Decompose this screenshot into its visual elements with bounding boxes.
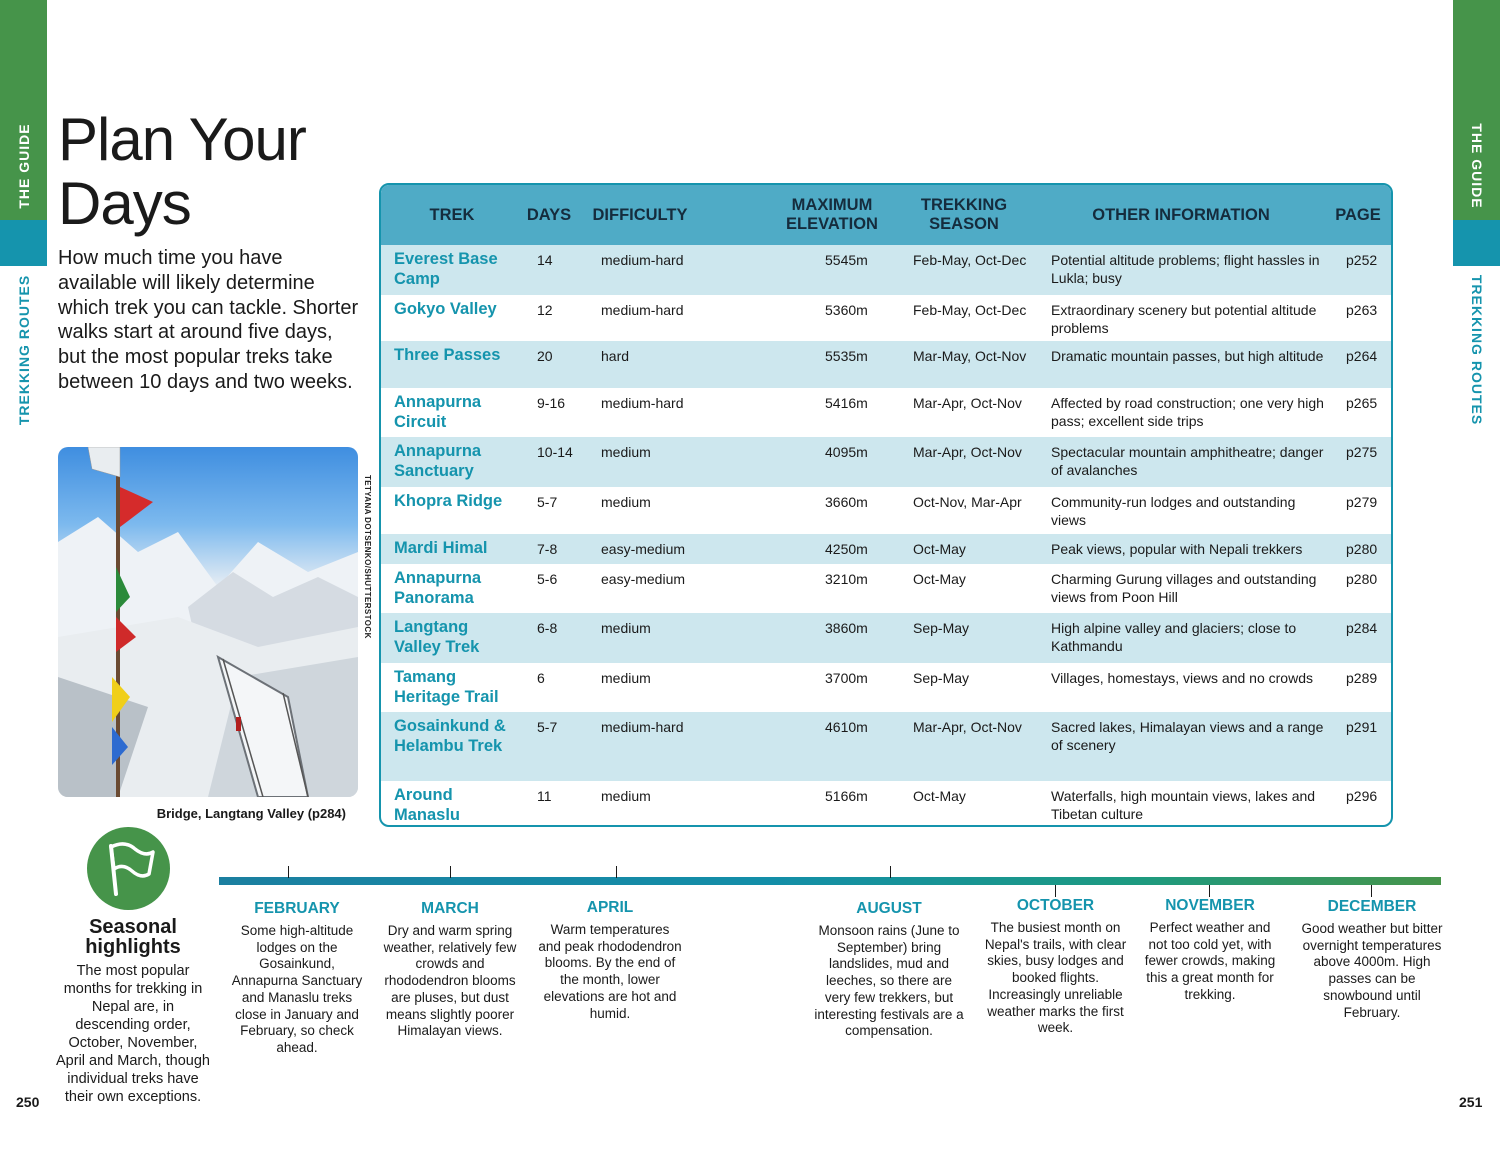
- table-row: [381, 295, 1391, 341]
- page-number-left: 250: [16, 1094, 40, 1110]
- trek-days: 12: [537, 302, 553, 318]
- trek-season: Mar-Apr, Oct-Nov: [913, 395, 1022, 411]
- table-row: [381, 781, 1391, 827]
- trek-difficulty: medium-hard: [601, 252, 684, 268]
- header-page: PAGE: [1335, 205, 1381, 224]
- trek-season: Feb-May, Oct-Dec: [913, 302, 1027, 318]
- trek-name: Gokyo Valley: [394, 300, 497, 318]
- trek-elevation: 4610m: [825, 719, 868, 735]
- left-side-tab: [0, 0, 47, 1154]
- header-season-line-1: TREKKING: [920, 196, 1008, 214]
- month-november: [1140, 897, 1280, 1004]
- month-name: NOVEMBER: [1165, 897, 1255, 914]
- trek-info: Sacred lakes, Himalayan views and a range of scenery: [1051, 719, 1324, 753]
- trek-name: Langtang Valley Trek: [394, 618, 480, 656]
- table-row: [381, 245, 1391, 295]
- header-season-line-2: SEASON: [929, 215, 999, 233]
- trek-info: High alpine valley and glaciers; close to Kathmandu: [1051, 620, 1297, 654]
- trek-elevation: 5535m: [825, 348, 868, 364]
- month-text: Some high-altitude lodges on the Gosainkund, Annapurna Sanctuary and Manaslu treks close in January and February, so check ahead.: [231, 923, 363, 1055]
- table-row: [381, 341, 1391, 388]
- month-february: [226, 900, 368, 1057]
- table-row: [381, 564, 1391, 613]
- langtang-bridge-photo: [58, 447, 358, 797]
- trek-page: p284: [1346, 620, 1378, 636]
- trek-elevation: 4095m: [825, 444, 868, 460]
- trek-difficulty: medium-hard: [601, 719, 684, 735]
- tick-april: [616, 866, 617, 878]
- table-header: [381, 185, 1391, 245]
- header-elevation: [779, 185, 885, 245]
- right-side-tab: [1453, 0, 1500, 1154]
- trek-page: p279: [1346, 494, 1378, 510]
- trek-season: Mar-Apr, Oct-Nov: [913, 444, 1022, 460]
- trek-page: p280: [1346, 571, 1378, 587]
- trek-days: 14: [537, 252, 553, 268]
- month-name: AUGUST: [856, 900, 922, 917]
- month-text: Warm temperatures and peak rhododendron blooms. By the end of the month, lower elevations are hot and humid.: [538, 922, 682, 1021]
- trek-info: Dramatic mountain passes, but high altitude: [1051, 348, 1324, 364]
- trek-page: p291: [1346, 719, 1378, 735]
- tick-february: [288, 866, 289, 878]
- section-label: TREKKING ROUTES: [15, 274, 32, 426]
- trek-page: p265: [1346, 395, 1378, 411]
- page-number-right: 251: [1459, 1094, 1483, 1110]
- header-trek: TREK: [429, 205, 475, 224]
- trek-difficulty: medium: [601, 788, 651, 804]
- month-text: Perfect weather and not too cold yet, with fewer crowds, making this a great month for trekking.: [1144, 920, 1276, 1002]
- trek-season: Oct-May: [913, 571, 966, 587]
- trek-page: p263: [1346, 302, 1378, 318]
- trek-season: Mar-Apr, Oct-Nov: [913, 719, 1022, 735]
- table-row: [381, 613, 1391, 663]
- trek-info: Peak views, popular with Nepali trekkers: [1051, 541, 1303, 557]
- trek-season: Sep-May: [913, 670, 970, 686]
- trek-difficulty: medium: [601, 670, 651, 686]
- trek-name: Gosainkund & Helambu Trek: [394, 717, 506, 755]
- table-row: [381, 388, 1391, 437]
- trek-info: Charming Gurung villages and outstanding views from Poon Hill: [1051, 571, 1317, 605]
- trek-season: Sep-May: [913, 620, 970, 636]
- trek-days: 10-14: [537, 444, 573, 460]
- month-october: [983, 897, 1128, 1037]
- trek-elevation: 5360m: [825, 302, 868, 318]
- trek-season: Oct-May: [913, 541, 966, 557]
- month-december: [1298, 898, 1446, 1021]
- trek-days: 20: [537, 348, 553, 364]
- table-row: [381, 663, 1391, 712]
- trek-difficulty: medium: [601, 444, 651, 460]
- month-name: DECEMBER: [1327, 898, 1417, 915]
- seasonal-title-line-2: highlights: [85, 936, 181, 958]
- trek-season: Mar-May, Oct-Nov: [913, 348, 1027, 364]
- trek-page: p280: [1346, 541, 1378, 557]
- trek-info: Waterfalls, high mountain views, lakes and Tibetan culture: [1051, 788, 1316, 822]
- trek-elevation: 3660m: [825, 494, 868, 510]
- trek-elevation: 4250m: [825, 541, 868, 557]
- table-row: [381, 487, 1391, 534]
- section-tab-marker: [0, 220, 47, 266]
- trek-days: 6-8: [537, 620, 558, 636]
- trek-page: p252: [1346, 252, 1378, 268]
- trek-info: Potential altitude problems; flight hassles in Lukla; busy: [1051, 252, 1320, 286]
- trek-season: Feb-May, Oct-Dec: [913, 252, 1027, 268]
- trek-name: Tamang Heritage Trail: [394, 668, 499, 706]
- month-name: OCTOBER: [1016, 897, 1095, 914]
- header-elevation-line-1: MAXIMUM: [791, 196, 873, 214]
- trek-info: Community-run lodges and outstanding views: [1051, 494, 1296, 528]
- trek-info: Villages, homestays, views and no crowds: [1051, 670, 1313, 686]
- title-line-1: Plan Your: [58, 106, 306, 173]
- trek-name: Khopra Ridge: [394, 492, 503, 510]
- trek-difficulty: easy-medium: [601, 571, 686, 587]
- month-name: APRIL: [586, 899, 634, 916]
- guide-label: THE GUIDE: [15, 123, 32, 209]
- trek-days: 9-16: [537, 395, 566, 411]
- tick-november: [1209, 885, 1210, 897]
- trek-page: p275: [1346, 444, 1378, 460]
- trek-name: Annapurna Circuit: [394, 393, 482, 431]
- trek-elevation: 3860m: [825, 620, 868, 636]
- trek-elevation: 5545m: [825, 252, 868, 268]
- trek-name: Everest Base Camp: [394, 250, 498, 288]
- page-title: [58, 108, 306, 236]
- trek-name: Annapurna Sanctuary: [394, 442, 482, 480]
- month-text: Good weather but bitter overnight temperatures above 4000m. High passes can be snowbound until February.: [1301, 921, 1443, 1020]
- seasonal-text: The most popular months for trekking in Nepal are, in descending order, October, November, April and March, though individual treks have their own exceptions.: [56, 963, 210, 1105]
- trek-info: Affected by road construction; one very high pass; excellent side trips: [1051, 395, 1324, 429]
- seasonal-title: [58, 917, 208, 957]
- trek-days: 11: [537, 788, 552, 804]
- photo-credit: TETYANA DOTSENKO/SHUTTERSTOCK: [363, 475, 372, 639]
- trek-difficulty: medium: [601, 620, 651, 636]
- month-name: MARCH: [421, 900, 479, 917]
- table-row: [381, 534, 1391, 564]
- intro-text: How much time you have available will likely determine which trek you can tackle. Shorter walks start at around five days, but the most popular treks take between 10 days and two weeks.: [58, 247, 359, 393]
- trek-name: Around Manaslu: [394, 786, 461, 824]
- header-elevation-line-2: ELEVATION: [786, 215, 878, 233]
- trek-info: Spectacular mountain amphitheatre; danger of avalanches: [1051, 444, 1324, 478]
- trek-page: p296: [1346, 788, 1378, 804]
- tick-march: [450, 866, 451, 878]
- trek-info: Extraordinary scenery but potential altitude problems: [1051, 302, 1317, 336]
- trek-season: Oct-Nov, Mar-Apr: [913, 494, 1022, 510]
- trek-difficulty: hard: [601, 348, 630, 364]
- trek-difficulty: medium: [601, 494, 651, 510]
- header-info: OTHER INFORMATION: [1092, 205, 1270, 224]
- photo-caption: Bridge, Langtang Valley (p284): [156, 806, 346, 821]
- month-march: [382, 900, 518, 1040]
- tick-december: [1371, 885, 1372, 897]
- trek-season: Oct-May: [913, 788, 966, 804]
- trek-days: 5-7: [537, 719, 558, 735]
- trek-elevation: 3700m: [825, 670, 868, 686]
- guide-label: THE GUIDE: [1468, 123, 1485, 209]
- flag-icon: [87, 827, 170, 910]
- trek-days: 5-7: [537, 494, 558, 510]
- trek-table: [379, 183, 1393, 827]
- guide-tab: [1453, 0, 1500, 220]
- trek-elevation: 3210m: [825, 571, 868, 587]
- section-label: TREKKING ROUTES: [1468, 274, 1485, 426]
- tick-august: [890, 866, 891, 878]
- timeline-bar: [219, 877, 1441, 885]
- title-line-2: Days: [58, 170, 191, 237]
- trek-page: p264: [1346, 348, 1378, 364]
- guide-tab: [0, 0, 47, 220]
- seasonal-title-line-1: Seasonal: [89, 916, 177, 938]
- photo-illustration: [58, 447, 358, 797]
- trek-elevation: 5416m: [825, 395, 868, 411]
- trek-page: p289: [1346, 670, 1378, 686]
- table-row: [381, 437, 1391, 487]
- trek-difficulty: easy-medium: [601, 541, 686, 557]
- trek-name: Three Passes: [394, 346, 501, 364]
- section-tab-marker: [1453, 220, 1500, 266]
- header-season: [905, 185, 1023, 245]
- month-name: FEBRUARY: [254, 900, 340, 917]
- month-text: Monsoon rains (June to September) bring landslides, mud and leeches, so there are very few trekkers, but interesting festivals are a compensation.: [814, 923, 964, 1039]
- trek-name: Mardi Himal: [394, 539, 488, 557]
- header-days: DAYS: [526, 205, 572, 224]
- tick-october: [1055, 885, 1056, 897]
- trek-days: 6: [537, 670, 545, 686]
- trek-difficulty: medium-hard: [601, 302, 684, 318]
- trek-days: 5-6: [537, 571, 558, 587]
- month-april: [538, 899, 682, 1022]
- trek-elevation: 5166m: [825, 788, 868, 804]
- trek-days: 7-8: [537, 541, 558, 557]
- header-difficulty: DIFFICULTY: [592, 205, 688, 224]
- month-text: Dry and warm spring weather, relatively few crowds and rhododendron blooms are pluses, but dust means slightly poorer Himalayan views.: [383, 923, 517, 1039]
- month-text: The busiest month on Nepal's trails, with clear skies, busy lodges and booked flights. Increasingly unreliable weather marks the first week.: [984, 920, 1127, 1036]
- trek-difficulty: medium-hard: [601, 395, 684, 411]
- table-row: [381, 712, 1391, 781]
- trek-name: Annapurna Panorama: [394, 569, 482, 607]
- month-august: [814, 900, 964, 1040]
